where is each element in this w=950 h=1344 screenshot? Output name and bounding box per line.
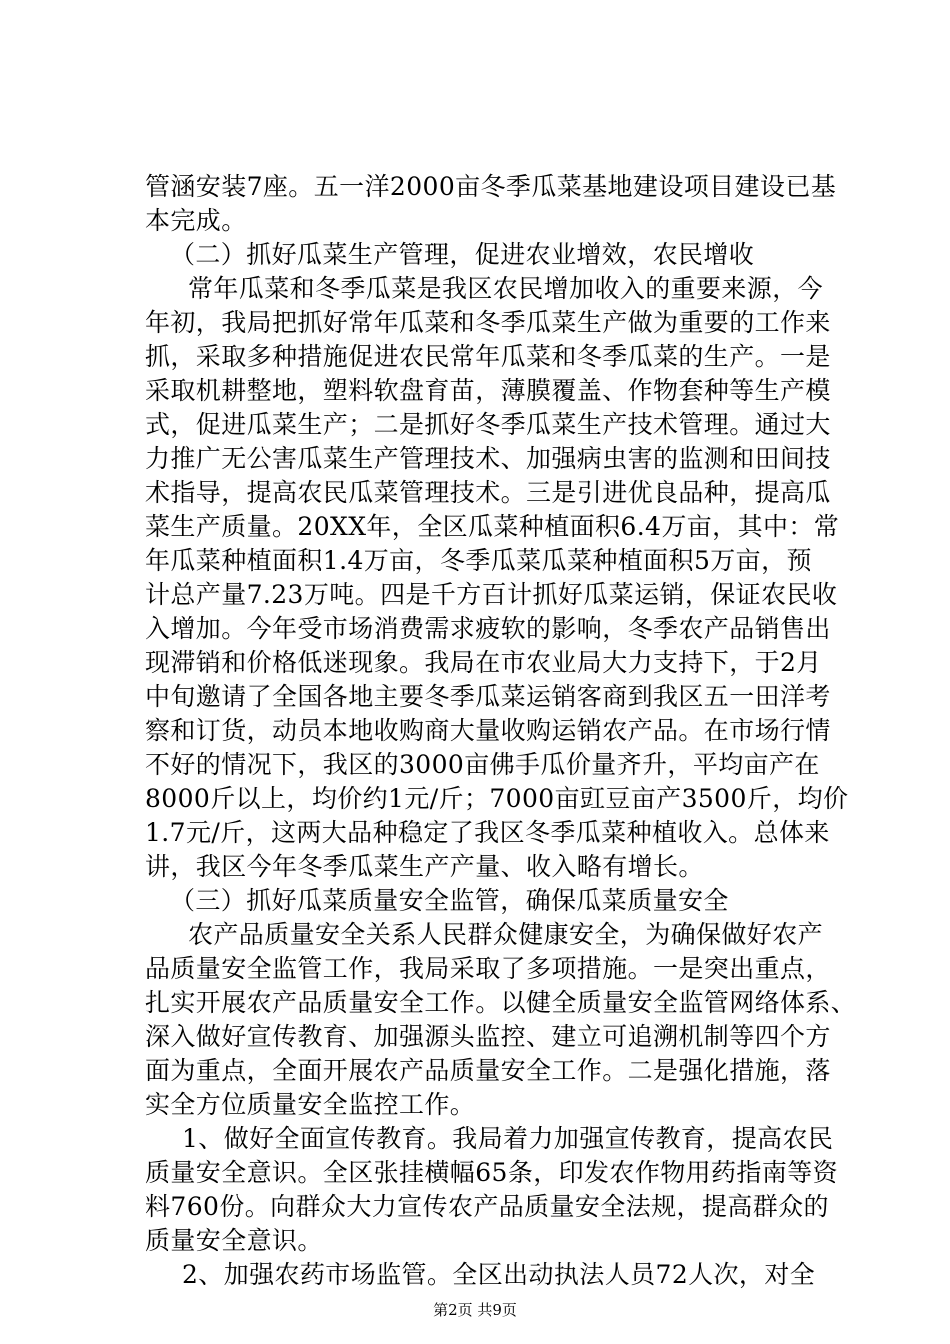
text-line: 农产品质量安全关系人民群众健康安全，为确保做好农产 — [188, 920, 824, 949]
text-line: 1.7元/斤，这两大品种稳定了我区冬季瓜菜种植收入。总体来 — [145, 818, 830, 847]
text-line: 扎实开展农产品质量安全工作。以健全质量安全监管网络体系、 — [145, 988, 857, 1017]
text-line: 深入做好宣传教育、加强源头监控、建立可追溯机制等四个方 — [145, 1022, 831, 1051]
text-line: 术指导，提高农民瓜菜管理技术。三是引进优良品种，提高瓜 — [145, 478, 831, 507]
text-line: 2、加强农药市场监管。全区出动执法人员72人次，对全 — [182, 1260, 816, 1289]
text-line: 抓，采取多种措施促进农民常年瓜菜和冬季瓜菜的生产。一是 — [145, 342, 831, 371]
text-line: 实全方位质量安全监控工作。 — [145, 1090, 476, 1119]
page-number: 第2页 共9页 — [433, 1301, 517, 1319]
text-line: 年瓜菜种植面积1.4万亩，冬季瓜菜瓜菜种植面积5万亩，预 — [145, 546, 812, 575]
section-heading: （三）抓好瓜菜质量安全监管，确保瓜菜质量安全 — [170, 886, 729, 915]
text-line: 力推广无公害瓜菜生产管理技术、加强病虫害的监测和田间技 — [145, 444, 831, 473]
text-line: 采取机耕整地，塑料软盘育苗，薄膜覆盖、作物套种等生产模 — [145, 376, 831, 405]
text-line: 现滞销和价格低迷现象。我局在市农业局大力支持下，于2月 — [145, 648, 822, 677]
text-line: 菜生产质量。20XX年，全区瓜菜种植面积6.4万亩，其中：常 — [145, 512, 840, 541]
text-line: 察和订货，动员本地收购商大量收购运销农产品。在市场行情 — [145, 716, 831, 745]
text-line: 入增加。今年受市场消费需求疲软的影响，冬季农产品销售出 — [145, 614, 831, 643]
text-line: 8000斤以上，均价约1元/斤；7000亩豇豆亩产3500斤，均价 — [145, 784, 849, 813]
text-line: 常年瓜菜和冬季瓜菜是我区农民增加收入的重要来源，今 — [188, 274, 824, 303]
text-line: 年初，我局把抓好常年瓜菜和冬季瓜菜生产做为重要的工作来 — [145, 308, 831, 337]
text-line: 中旬邀请了全国各地主要冬季瓜菜运销客商到我区五一田洋考 — [145, 682, 831, 711]
text-line: 管涵安装7座。五一洋2000亩冬季瓜菜基地建设项目建设已基 — [145, 172, 837, 201]
text-line: 质量安全意识。 — [145, 1226, 323, 1255]
text-line: 面为重点，全面开展农产品质量安全工作。二是强化措施，落 — [145, 1056, 831, 1085]
text-line: 1、做好全面宣传教育。我局着力加强宣传教育，提高农民 — [182, 1124, 834, 1153]
text-line: 不好的情况下，我区的3000亩佛手瓜价量齐升，平均亩产在 — [145, 750, 820, 779]
text-line: 料760份。向群众大力宣传农产品质量安全法规，提高群众的 — [145, 1192, 829, 1221]
text-line: 式，促进瓜菜生产；二是抓好冬季瓜菜生产技术管理。通过大 — [145, 410, 831, 439]
text-line: 讲，我区今年冬季瓜菜生产产量、收入略有增长。 — [145, 852, 704, 881]
section-heading: （二）抓好瓜菜生产管理，促进农业增效，农民增收 — [170, 240, 755, 269]
text-line: 质量安全意识。全区张挂横幅65条，印发农作物用药指南等资 — [145, 1158, 839, 1187]
text-line: 品质量安全监管工作，我局采取了多项措施。一是突出重点， — [145, 954, 831, 983]
text-line: 本完成。 — [145, 206, 247, 235]
text-line: 计总产量7.23万吨。四是千方百计抓好瓜菜运销，保证农民收 — [145, 580, 838, 609]
